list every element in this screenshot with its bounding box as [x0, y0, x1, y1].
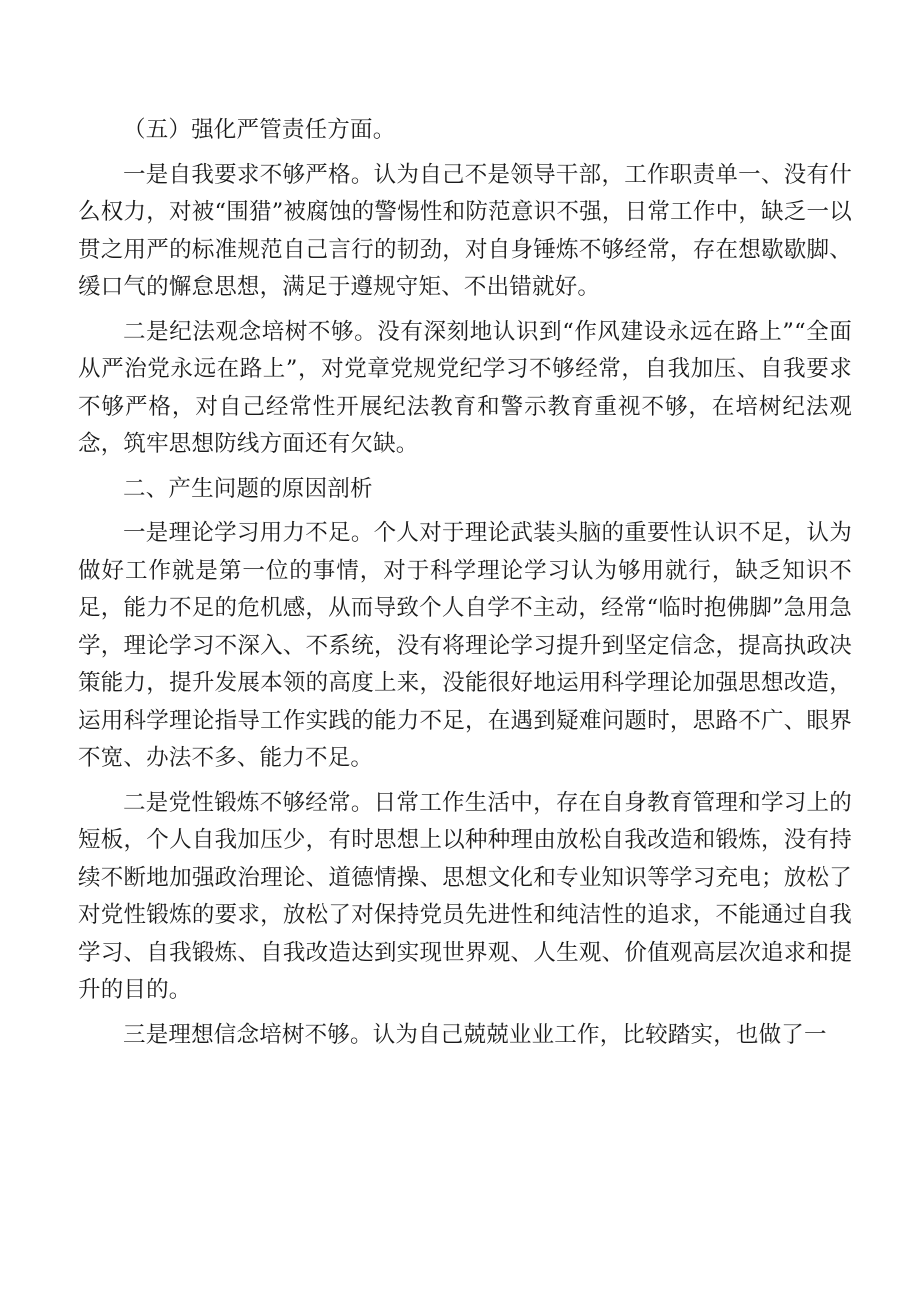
section-heading-cause-analysis: 二、产生问题的原因剖析 [123, 475, 373, 502]
paragraph-self-requirement: 一是自我要求不够严格。认为自己不是领导干部，工作职责单一、没有什么权力，对被“围猎”被腐蚀的警惕性和防范意识不强，日常工作中，缺乏一以贯之用严的标准规范自己言行的韧劲，对自身锤炼不够经常，存在想歇歇脚、缓口气的懈怠思想，满足于遵规守矩、不出错就好。 [78, 161, 852, 300]
section-heading-5: （五）强化严管责任方面。 [123, 117, 396, 143]
paragraph-ideals-beliefs: 三是理想信念培树不够。认为自己兢兢业业工作，比较踏实，也做了一 [123, 1021, 827, 1048]
document-body [78, 112, 852, 1054]
paragraph-theory-study: 一是理论学习用力不足。个人对于理论武装头脑的重要性认识不足，认为做好工作就是第一位的事情，对于科学理论学习认为够用就行，缺乏知识不足，能力不足的危机感，从而导致个人自学不主动，经常“临时抱佛脚”急用急学，理论学习不深入、不系统，没有将理论学习提升到坚定信念，提高执政决策能力，提升发展本领的高度上来，没能很好地运用科学理论加强思想改造，运用科学理论指导工作实践的能力不足，在遇到疑难问题时，思路不广、眼界不宽、办法不多、能力不足。 [78, 520, 852, 771]
paragraph-discipline-awareness: 二是纪法观念培树不够。没有深刻地认识到“作风建设永远在路上”“全面从严治党永远在路上”，对党章党规党纪学习不够经常，自我加压、自我要求不够严格，对自己经常性开展纪法教育和警示教育重视不够，在培树纪法观念，筑牢思想防线方面还有欠缺。 [78, 318, 852, 457]
paragraph-party-spirit: 二是党性锻炼不够经常。日常工作生活中，存在自身教育管理和学习上的短板，个人自我加压少，有时思想上以种种理由放松自我改造和锻炼，没有持续不断地加强政治理论、道德情操、思想文化和专业知识等学习充电；放松了对党性锻炼的要求，放松了对保持党员先进性和纯洁性的追求，不能通过自我学习、自我锻炼、自我改造达到实现世界观、人生观、价值观高层次追求和提升的目的。 [78, 789, 852, 1003]
